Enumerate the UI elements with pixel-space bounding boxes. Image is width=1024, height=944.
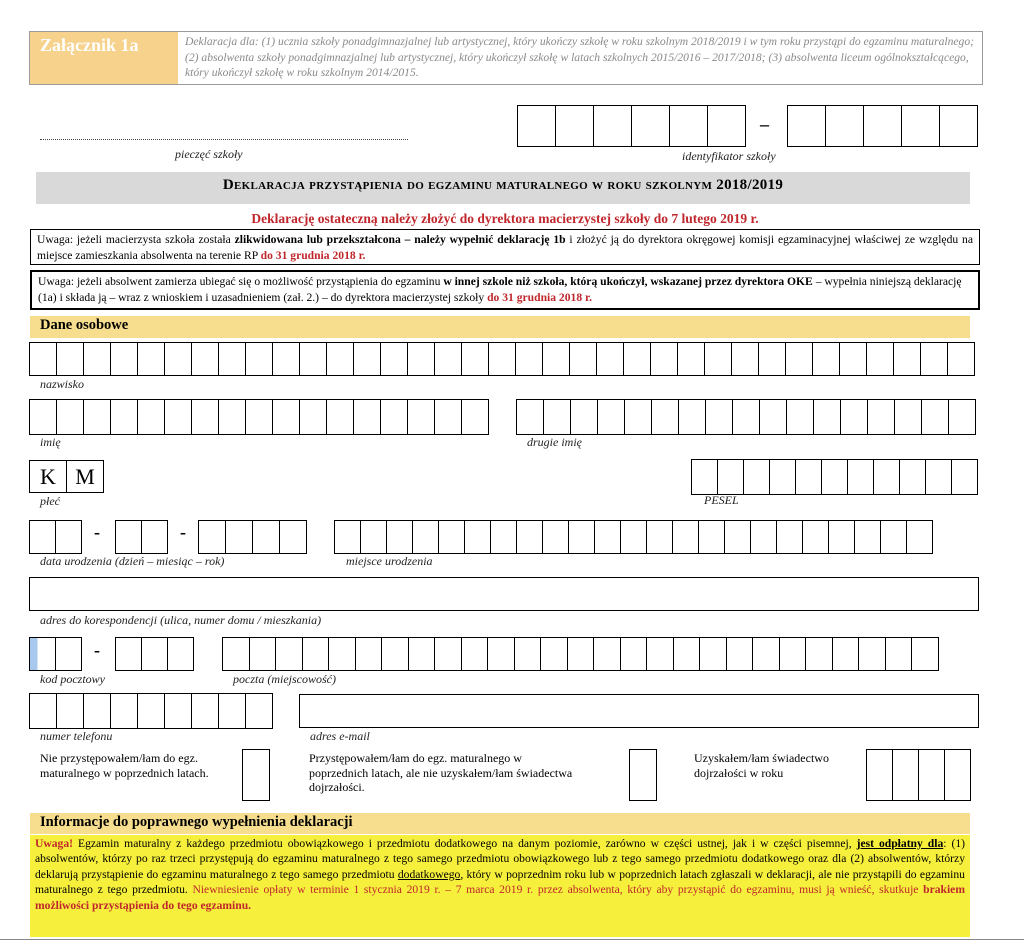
address-caption: adres do korespondencji (ulica, numer domu / mieszkania) [40,613,322,627]
gender-k-box[interactable]: K [29,460,67,493]
postal-code-caption: kod pocztowy [40,672,105,686]
school-stamp-caption: pieczęć szkoły [175,147,243,161]
school-stamp-line [40,127,408,140]
postal-code-second-boxes[interactable] [115,637,193,671]
section-info: Informacje do poprawnego wypełnienia deklaracji [30,813,970,834]
postal-code-first-boxes[interactable] [29,637,81,671]
attachment-label: Załącznik 1a [30,32,178,84]
never-attempted-label: Nie przystępowałem/łam do egz. maturalnego w poprzednich latach. [40,751,209,780]
note-liquidated-school: Uwaga: jeżeli macierzysta szkoła została zlikwidowana lub przekształcona – należy wypełnić deklarację 1b i złożyć ją do dyrektora okręgowej komisji egzaminacyjnej właściwej ze względu na miejsce zamieszkania absolwenta na terenie RP do 31 grudnia 2018 r. [30,229,980,265]
title-band [36,172,970,204]
attachment-header [29,31,983,85]
first-name-caption: imię [40,435,61,449]
gender-caption: płeć [40,494,60,508]
birth-place-boxes[interactable] [334,520,932,554]
deadline-notice: Deklarację ostateczną należy złożyć do dyrektora macierzystej szkoły do 7 lutego 2019 r. [251,211,759,226]
pesel-caption: PESEL [704,493,739,507]
phone-caption: numer telefonu [40,729,113,743]
birth-date-dash-2: - [180,522,186,542]
section-personal-data: Dane osobowe [30,316,970,338]
second-name-caption: drugie imię [527,435,582,449]
note-other-school: Uwaga: jeżeli absolwent zamierza ubiegać się o możliwość przystąpienia do egzaminu w innej szkole niż szkoła, którą ukończył, wskazanej przez dyrektora OKE – wypełnia niniejszą deklarację (1a) i składa ją – wraz z wnioskiem i uzasadnieniem (zał. 2.) – do dyrektora macierzystej szkoły do 31 grudnia 2018 r. [30,270,980,310]
birth-date-caption: data urodzenia (dzień – miesiąc – rok) [40,554,225,568]
certificate-year-boxes[interactable] [866,749,970,801]
address-field[interactable] [29,577,979,611]
school-id-boxes-right[interactable] [787,105,977,147]
post-office-boxes[interactable] [222,637,938,671]
page-bottom-rule [0,939,1024,940]
birth-year-boxes[interactable] [198,520,306,554]
phone-boxes[interactable] [29,693,272,729]
second-name-boxes[interactable] [516,399,975,435]
post-office-caption: poczta (miejscowość) [233,672,336,686]
attachment-description: Deklaracja dla: (1) ucznia szkoły ponadgimnazjalnej lub artystycznej, który ukończy szkołę w roku szkolnym 2018/2019 i w tym roku przystąpi do egzaminu maturalnego; (2) absolwenta szkoły ponadgimnazjalnej lub artystycznej, który ukończył szkołę w latach szkolnych 2015/2016 – 2017/2018; (3) absolwenta liceum ogólnokształcącego, który ukończył szkołę w roku szkolnym 2014/2015. [185,35,975,79]
school-id-boxes-left[interactable] [517,105,745,147]
postal-code-dash: - [94,640,100,660]
email-field[interactable] [299,694,979,728]
first-name-boxes[interactable] [29,399,488,435]
surname-boxes[interactable] [29,342,974,376]
gender-m-box[interactable]: M [66,460,104,493]
info-paragraph: Uwaga! Egzamin maturalny z każdego przedmiotu obowiązkowego i przedmiotu dodatkowego na danym poziomie, zarówno w części ustnej, jak i w części pisemnej, jest odpłatny dla: (1) absolwentów, którzy po raz trzeci przystępują do egzaminu maturalnego z tego samego przedmiotu obowiązkowego lub z tego samego przedmiotu dodatkowego oraz dla (2) absolwentów, którzy deklarują przystąpienie do egzaminu maturalnego z tego samego przedmiotu dodatkowego, który w poprzednim roku lub w poprzednich latach zgłaszali w deklaracji, ale nie przystąpili do egzaminu maturalnego z tego przedmiotu. Niewniesienie opłaty w terminie 1 stycznia 2019 r. – 7 marca 2019 r. przez absolwenta, który aby przystąpić do egzaminu, musi ją wnieść, skutkuje brakiem możliwości przystąpienia do tego egzaminu. [30,835,970,937]
birth-month-boxes[interactable] [115,520,167,554]
attempted-no-certificate-label: Przystępowałem/łam do egz. maturalnego w poprzednich latach, ale nie uzyskałem/łam świadectwa dojrzałości. [309,751,573,794]
birth-date-dash-1: - [94,522,100,542]
email-caption: adres e-mail [310,729,370,743]
school-id-dash: – [760,114,769,134]
page-title: Deklaracja przystąpienia do egzaminu maturalnego w roku szkolnym 2018/2019 [222,177,784,193]
attempted-no-certificate-checkbox[interactable] [629,749,657,801]
surname-caption: nazwisko [40,377,85,391]
birth-place-caption: miejsce urodzenia [346,554,433,568]
birth-day-boxes[interactable] [29,520,81,554]
pesel-boxes[interactable] [691,459,977,495]
school-id-caption: identyfikator szkoły [682,149,776,163]
gender-boxes[interactable] [29,460,103,493]
certificate-year-label: Uzyskałem/łam świadectwo dojrzałości w roku [694,751,829,780]
never-attempted-checkbox[interactable] [242,749,270,801]
